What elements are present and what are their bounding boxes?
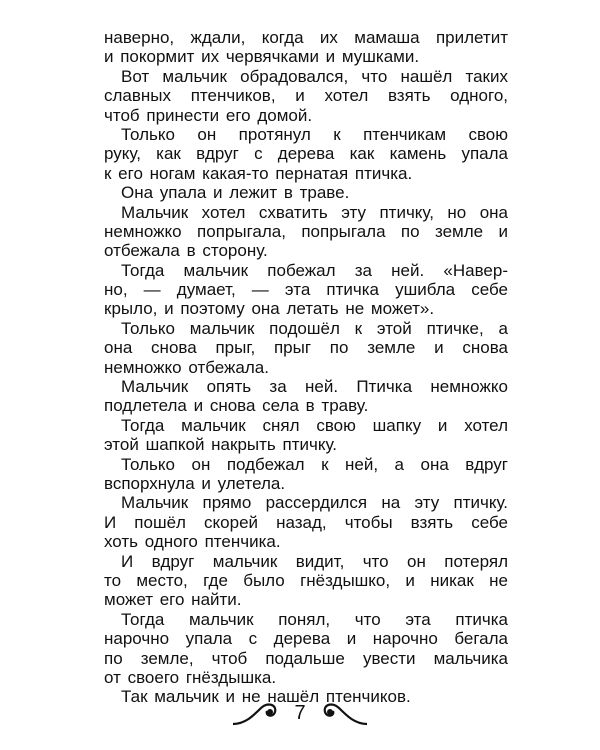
paragraph bbox=[104, 610, 508, 688]
text-line: вспорхнула и улетела. bbox=[104, 473, 286, 493]
text-line: этой шапкой накрыть птичку. bbox=[104, 435, 337, 455]
text-line: но, — думает, — эта птичка ушибла себе bbox=[104, 280, 508, 300]
paragraph bbox=[104, 203, 508, 261]
paragraph bbox=[104, 552, 508, 610]
paragraph bbox=[104, 261, 508, 319]
paragraph bbox=[104, 125, 508, 183]
text-line: Только он подбежал к ней, а она вдруг bbox=[121, 454, 508, 474]
paragraph bbox=[104, 455, 508, 494]
text-line: чтоб принести его домой. bbox=[104, 105, 313, 125]
text-line: Мальчик опять за ней. Птичка немножко bbox=[121, 377, 508, 397]
left-swirl-ornament-icon bbox=[231, 702, 281, 726]
text-line: подлетела и снова села в траву. bbox=[104, 396, 369, 416]
text-line: может его найти. bbox=[104, 590, 242, 610]
text-line: наверно, ждали, когда их мамаша прилетит bbox=[104, 28, 508, 47]
right-swirl-ornament-icon bbox=[319, 702, 369, 726]
text-line: от своего гнёздышка. bbox=[104, 667, 277, 687]
paragraph bbox=[104, 67, 508, 125]
paragraph bbox=[104, 493, 508, 551]
text-line: И вдруг мальчик видит, что он потерял bbox=[121, 551, 508, 571]
text-line: отбежала в сторону. bbox=[104, 241, 268, 261]
page-folio bbox=[0, 702, 600, 726]
text-line: немножко отбежала. bbox=[104, 357, 269, 377]
text-line: Так мальчик и не нашёл птенчиков. bbox=[121, 687, 411, 707]
text-line: нарочно упала с дерева и нарочно бегала bbox=[104, 629, 508, 649]
text-line: Мальчик прямо рассердился на эту птичку. bbox=[121, 493, 508, 513]
text-line: Только он протянул к птенчикам свою bbox=[121, 124, 508, 144]
paragraph bbox=[104, 377, 508, 416]
text-line: то место, где было гнёздышко, и никак не bbox=[104, 570, 508, 590]
text-line: хоть одного птенчика. bbox=[104, 532, 281, 552]
text-line: Тогда мальчик побежал за ней. «Навер- bbox=[121, 260, 508, 280]
paragraph bbox=[104, 28, 508, 67]
text-line: по земле, чтоб подальше увести мальчика bbox=[104, 648, 508, 668]
text-line: она снова прыг, прыг по земле и снова bbox=[104, 338, 508, 358]
text-line: Тогда мальчик понял, что эта птичка bbox=[121, 609, 508, 629]
paragraph bbox=[104, 416, 508, 455]
text-line: Мальчик хотел схватить эту птичку, но она bbox=[121, 202, 508, 222]
page-number: 7 bbox=[294, 702, 306, 725]
text-line: крыло, и поэтому она летать не может». bbox=[104, 299, 435, 319]
paragraph bbox=[104, 319, 508, 377]
paragraph bbox=[104, 183, 508, 202]
text-line: Вот мальчик обрадовался, что нашёл таких bbox=[121, 66, 508, 86]
page-text bbox=[104, 28, 508, 707]
text-line: и покормит их червячками и мушками. bbox=[104, 47, 420, 67]
text-line: славных птенчиков, и хотел взять одного, bbox=[104, 86, 508, 106]
text-line: И пошёл скорей назад, чтобы взять себе bbox=[104, 512, 508, 532]
text-line: к его ногам какая-то пернатая птичка. bbox=[104, 163, 413, 183]
text-line: Тогда мальчик снял свою шапку и хотел bbox=[121, 415, 508, 435]
text-line: немножко попрыгала, попрыгала по земле и bbox=[104, 221, 508, 241]
text-line: руку, как вдруг с дерева как камень упала bbox=[104, 144, 508, 164]
text-line: Только мальчик подошёл к этой птичке, а bbox=[121, 318, 508, 338]
text-line: Она упала и лежит в траве. bbox=[121, 183, 350, 203]
